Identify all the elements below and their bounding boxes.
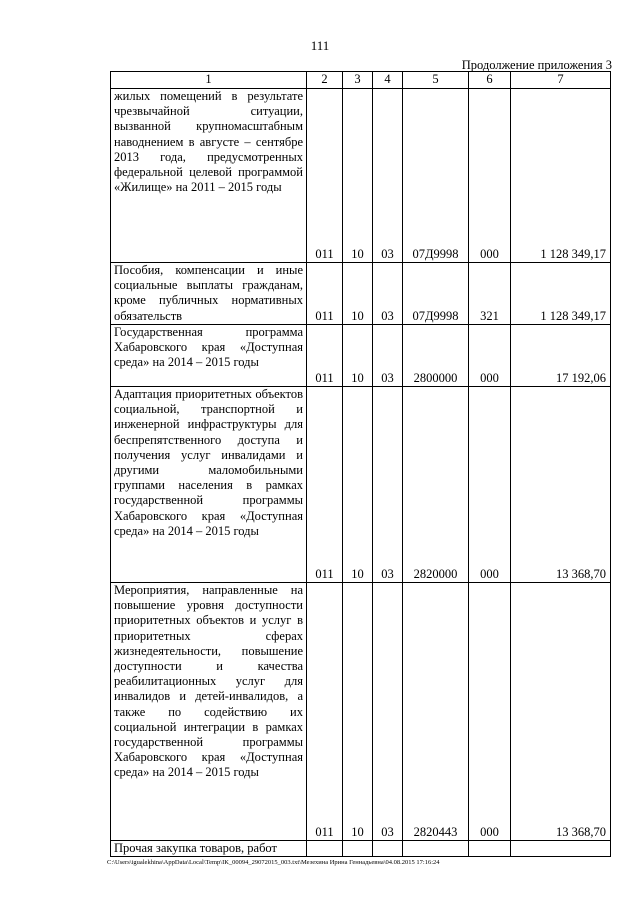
column-header: 1 xyxy=(111,72,307,89)
cell-section: 10 xyxy=(343,387,373,583)
column-header: 7 xyxy=(511,72,611,89)
cell-amount xyxy=(511,841,611,857)
cell-subsection: 03 xyxy=(373,583,403,841)
table-row xyxy=(111,263,611,325)
cell-subsection xyxy=(373,841,403,857)
file-path-footer: C:\Users\igualekhina\AppData\Local\Temp\IK_00094_29072015_003.txt\Мезехина Ирина Геннадьевна\04.08.2015 17:16:24 xyxy=(107,859,440,866)
cell-expense-type: 000 xyxy=(469,325,511,387)
cell-amount: 17 192,06 xyxy=(511,325,611,387)
cell-target-article xyxy=(403,841,469,857)
cell-expense-type: 000 xyxy=(469,387,511,583)
cell-section: 10 xyxy=(343,583,373,841)
cell-target-article: 2800000 xyxy=(403,325,469,387)
cell-admin-code xyxy=(307,841,343,857)
cell-amount: 13 368,70 xyxy=(511,387,611,583)
cell-admin-code: 011 xyxy=(307,325,343,387)
row-description: Прочая закупка товаров, работ xyxy=(111,841,307,857)
table-row xyxy=(111,841,611,857)
cell-subsection: 03 xyxy=(373,89,403,263)
row-description: Адаптация приоритетных объектов социальной, транспортной и инженерной инфраструктуры для беспрепятственного доступа и получения услуг инвалидами и другими маломобильными группами населения в рамках государственной программы Хабаровского края «Доступная среда» на 2014 – 2015 годы xyxy=(111,387,307,583)
row-description: Государственная программа Хабаровского края «Доступная среда» на 2014 – 2015 годы xyxy=(111,325,307,387)
cell-section: 10 xyxy=(343,89,373,263)
table-header-row xyxy=(111,72,611,89)
column-header: 5 xyxy=(403,72,469,89)
row-description: Мероприятия, направленные на повышение уровня доступности приоритетных объектов и услуг в приоритетных сферах жизнедеятельности, повышение доступности и качества реабилитационных услуг для инвалидов и детей-инвалидов, а также по содействию их социальной интеграции в рамках государственной программы Хабаровского края «Доступная среда» на 2014 – 2015 годы xyxy=(111,583,307,841)
row-description: жилых помещений в результате чрезвычайной ситуации, вызванной крупномасштабным наводнением в августе – сентябре 2013 года, предусмотренных федеральной целевой программой «Жилище» на 2011 – 2015 годы xyxy=(111,89,307,263)
cell-amount: 13 368,70 xyxy=(511,583,611,841)
budget-table xyxy=(110,71,611,857)
cell-admin-code: 011 xyxy=(307,263,343,325)
table-row xyxy=(111,583,611,841)
cell-expense-type: 000 xyxy=(469,89,511,263)
cell-admin-code: 011 xyxy=(307,387,343,583)
cell-target-article: 2820443 xyxy=(403,583,469,841)
column-header: 6 xyxy=(469,72,511,89)
cell-target-article: 07Д9998 xyxy=(403,89,469,263)
cell-section: 10 xyxy=(343,325,373,387)
column-header: 4 xyxy=(373,72,403,89)
cell-subsection: 03 xyxy=(373,325,403,387)
column-header: 3 xyxy=(343,72,373,89)
cell-section: 10 xyxy=(343,263,373,325)
column-header: 2 xyxy=(307,72,343,89)
cell-subsection: 03 xyxy=(373,387,403,583)
cell-amount: 1 128 349,17 xyxy=(511,263,611,325)
cell-target-article: 2820000 xyxy=(403,387,469,583)
cell-admin-code: 011 xyxy=(307,89,343,263)
cell-expense-type: 321 xyxy=(469,263,511,325)
table-row xyxy=(111,387,611,583)
cell-expense-type xyxy=(469,841,511,857)
table-row xyxy=(111,325,611,387)
cell-section xyxy=(343,841,373,857)
cell-target-article: 07Д9998 xyxy=(403,263,469,325)
cell-admin-code: 011 xyxy=(307,583,343,841)
row-description: Пособия, компенсации и иные социальные выплаты гражданам, кроме публичных нормативных обязательств xyxy=(111,263,307,325)
continuation-label: Продолжение приложения 3 xyxy=(461,58,612,72)
cell-amount: 1 128 349,17 xyxy=(511,89,611,263)
page-number: 111 xyxy=(310,38,330,53)
cell-subsection: 03 xyxy=(373,263,403,325)
cell-expense-type: 000 xyxy=(469,583,511,841)
table-row xyxy=(111,89,611,263)
